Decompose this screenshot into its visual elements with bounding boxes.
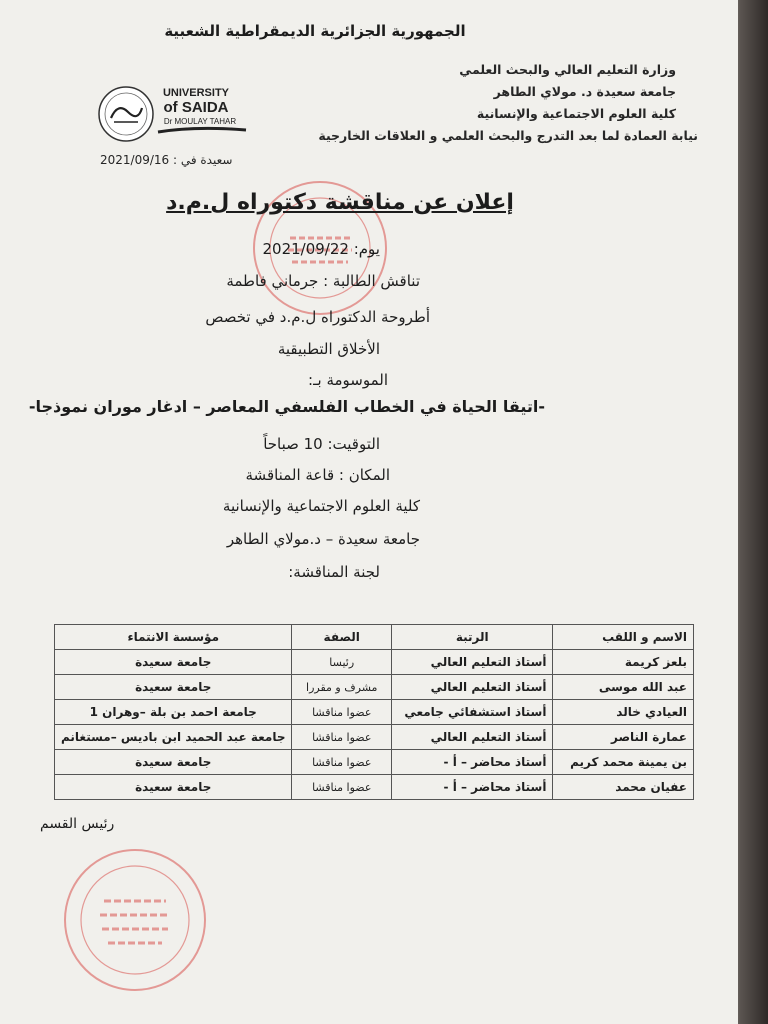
member-role: عضوا مناقشا: [292, 725, 391, 750]
member-role: عضوا مناقشا: [292, 700, 391, 725]
col-rank: الرتبة: [391, 625, 553, 650]
defense-university: جامعة سعيدة – د.مولاي الطاهر: [226, 530, 420, 548]
member-rank: أستاذ محاضر – أ -: [391, 750, 553, 775]
department-head-signature: رئيس القسم: [40, 816, 115, 832]
member-rank: أستاذ التعليم العالي: [391, 675, 553, 700]
stamp-icon: [60, 845, 210, 995]
logo-line3: Dr MOULAY TAHAR: [163, 117, 237, 126]
member-role: مشرف و مقررا: [292, 675, 391, 700]
member-rank: أستاذ التعليم العالي: [391, 650, 553, 675]
member-name: العيادي خالد: [553, 700, 694, 725]
member-role: عضوا مناقشا: [292, 750, 391, 775]
member-institution: جامعة سعيدة: [55, 675, 292, 700]
member-role: رئيسا: [292, 650, 391, 675]
official-stamp-bottom: [60, 845, 210, 995]
university-line: جامعة سعيدة د. مولاي الطاهر: [493, 84, 676, 99]
defense-faculty: كلية العلوم الاجتماعية والإنسانية: [222, 497, 420, 515]
university-logo-icon: [96, 82, 256, 146]
thesis-title: -اتيقا الحياة في الخطاب الفلسفي المعاصر – ادغار موران نموذجا-: [28, 397, 545, 416]
republic-heading: الجمهورية الجزائرية الديمقراطية الشعبية: [164, 22, 466, 40]
table-row: [55, 750, 694, 775]
member-institution: جامعة سعيدة: [55, 775, 292, 800]
logo-line1: UNIVERSITY: [162, 87, 230, 99]
specialty: الأخلاق التطبيقية: [277, 340, 380, 358]
committee-heading: لجنة المناقشة:: [288, 563, 380, 581]
table-row: [55, 700, 694, 725]
logo-line2: of SAIDA: [163, 99, 229, 116]
defense-date: يوم: 2021/09/22: [262, 240, 380, 258]
member-name: عفيان محمد: [553, 775, 694, 800]
table-row: [55, 775, 694, 800]
university-logo: [96, 82, 256, 146]
defense-location: المكان : قاعة المناقشة: [245, 466, 390, 484]
table-header-row: [55, 625, 694, 650]
col-role: الصفة: [292, 625, 391, 650]
thesis-intro: أطروحة الدكتوراه ل.م.د في تخصص: [205, 308, 430, 326]
member-name: عمارة الناصر: [553, 725, 694, 750]
member-institution: جامعة عبد الحميد ابن باديس –مستغانم: [55, 725, 292, 750]
table-row: [55, 675, 694, 700]
faculty-line: كلية العلوم الاجتماعية والإنسانية: [476, 106, 676, 121]
col-institution: مؤسسة الانتماء: [55, 625, 292, 650]
place-date: سعيدة في : 2021/09/16: [100, 153, 233, 167]
ministry-line: وزارة التعليم العالي والبحث العلمي: [459, 62, 676, 77]
member-institution: جامعة سعيدة: [55, 750, 292, 775]
announcement-title: إعلان عن مناقشة دكتوراه ل.م.د: [166, 190, 514, 215]
member-rank: أستاذ استشفائي جامعي: [391, 700, 553, 725]
col-name: الاسم و اللقب: [553, 625, 694, 650]
student-line: تناقش الطالبة : جرماني فاطمة: [226, 272, 420, 290]
member-institution: جامعة سعيدة: [55, 650, 292, 675]
member-rank: أستاذ التعليم العالي: [391, 725, 553, 750]
table-row: [55, 650, 694, 675]
defense-time: التوقيت: 10 صباحاً: [263, 435, 380, 453]
member-name: بن يمينة محمد كريم: [553, 750, 694, 775]
titled-label: الموسومة بـ:: [308, 371, 388, 389]
member-name: عبد الله موسى: [553, 675, 694, 700]
member-role: عضوا مناقشا: [292, 775, 391, 800]
member-name: بلعز كريمة: [553, 650, 694, 675]
member-institution: جامعة احمد بن بلة –وهران 1: [55, 700, 292, 725]
member-rank: أستاذ محاضر – أ -: [391, 775, 553, 800]
committee-table: [54, 624, 694, 800]
deanery-line: نيابة العمادة لما بعد التدرج والبحث العلمي و العلاقات الخارجية: [318, 128, 698, 143]
table-row: [55, 725, 694, 750]
